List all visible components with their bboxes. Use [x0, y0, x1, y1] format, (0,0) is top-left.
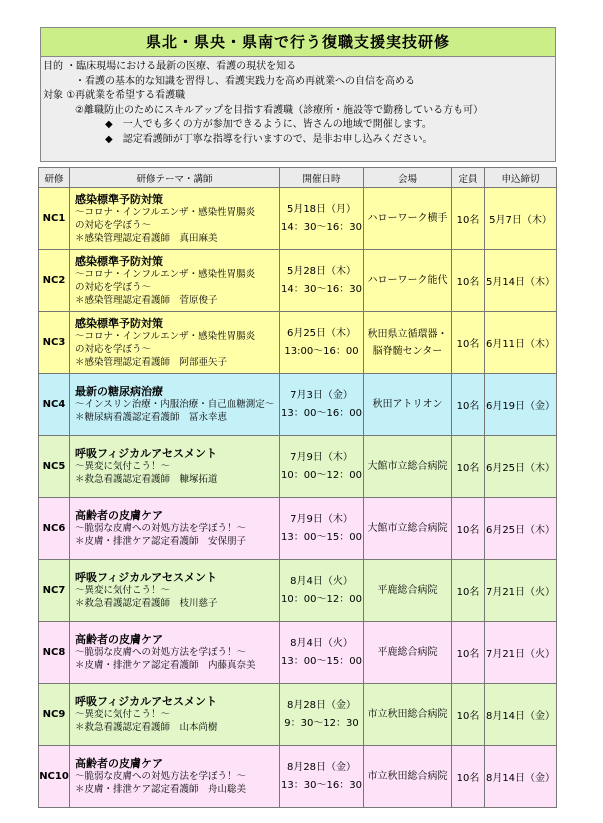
- course-subtitle: ～コロナ・インフルエンザ・感染性胃腸炎: [75, 330, 256, 342]
- course-lecturer: ＊皮膚・排泄ケア認定看護師 安保朋子: [75, 536, 247, 547]
- course-capacity: 10名: [452, 188, 485, 250]
- purpose-label: 目的: [43, 61, 63, 72]
- course-theme-cell: [70, 188, 280, 250]
- course-venue-cell: [364, 560, 452, 622]
- course-date: 8月4日（火）: [290, 575, 353, 587]
- table-row: [39, 374, 557, 436]
- course-code: NC1: [39, 188, 70, 250]
- course-subtitle: ～脆弱な皮膚への対処方法を学ぼう！～: [75, 771, 247, 782]
- course-date-cell: [280, 746, 364, 808]
- course-time: 13：30～16：30: [281, 779, 362, 791]
- course-theme-cell: [70, 684, 280, 746]
- venue-line-2: 脳脊髄センター: [372, 345, 443, 357]
- course-subtitle: ～異変に気付こう！～: [75, 709, 171, 720]
- course-theme-cell: [70, 436, 280, 498]
- table-row: [39, 622, 557, 684]
- course-name: 高齢者の皮膚ケア: [75, 633, 163, 646]
- table-header-row: [39, 168, 557, 188]
- course-lecturer: ＊皮膚・排泄ケア認定看護師 内藤真奈美: [75, 660, 256, 671]
- course-code: NC2: [39, 250, 70, 312]
- course-theme-cell: [70, 374, 280, 436]
- course-code: NC6: [39, 498, 70, 560]
- purpose-text-2: ・看護の基本的な知識を習得し、看護実践力を高め再就業への自信を高める: [75, 75, 415, 87]
- course-date: 5月28日（木）: [286, 265, 357, 277]
- course-time: 13：00～15：00: [281, 531, 362, 543]
- course-capacity: 10名: [452, 560, 485, 622]
- course-date: 7月9日（木）: [290, 451, 353, 463]
- target-text-1: ①再就業を希望する看護職: [66, 90, 186, 102]
- course-date-cell: [280, 436, 364, 498]
- course-deadline: 5月14日（木）: [485, 250, 557, 312]
- course-date-cell: [280, 684, 364, 746]
- course-code: NC8: [39, 622, 70, 684]
- purpose-text-1: ・臨床現場における最新の医療、看護の現状を知る: [66, 61, 297, 72]
- table-row: [39, 560, 557, 622]
- course-time: 10：00～12：00: [281, 469, 362, 481]
- course-date: 8月28日（金）: [286, 761, 357, 773]
- course-deadline: 6月11日（木）: [485, 312, 557, 374]
- course-theme-cell: [70, 746, 280, 808]
- venue-line-1: 市立秋田総合病院: [367, 771, 448, 782]
- course-deadline: 8月14日（金）: [485, 746, 557, 808]
- course-code: NC7: [39, 560, 70, 622]
- header-venue: 会場: [364, 168, 452, 188]
- course-deadline: 7月21日（火）: [485, 560, 557, 622]
- intro-section: [41, 57, 555, 148]
- course-date: 8月28日（金）: [286, 699, 357, 711]
- course-lecturer: ＊救急看護認定看護師 枝川慈子: [75, 598, 218, 609]
- course-name: 呼吸フィジカルアセスメント: [75, 695, 218, 708]
- venue-line-1: ハローワーク横手: [367, 213, 448, 224]
- target-label: 対象: [43, 90, 63, 102]
- course-deadline: 6月25日（木）: [485, 436, 557, 498]
- course-deadline: 5月7日（木）: [485, 188, 557, 250]
- table-row: [39, 436, 557, 498]
- venue-line-1: 秋田アトリオン: [372, 399, 443, 410]
- header-code: 研修: [39, 168, 70, 188]
- table-row: [39, 498, 557, 560]
- venue-line-1: 市立秋田総合病院: [367, 709, 448, 720]
- course-subtitle: ～コロナ・インフルエンザ・感染性胃腸炎: [75, 206, 256, 218]
- course-date-cell: [280, 560, 364, 622]
- course-name: 感染標準予防対策: [75, 192, 163, 206]
- note-2: ◆ 認定看護師が丁寧な指導を行いますので、是非お申し込みください。: [105, 133, 433, 145]
- course-subtitle: ～異変に気付こう！～: [75, 585, 171, 596]
- course-subtitle: ～脆弱な皮膚への対処方法を学ぼう！～: [75, 647, 247, 658]
- course-time: 14：30～16：30: [281, 221, 362, 233]
- course-date-cell: [280, 622, 364, 684]
- table-row: [39, 684, 557, 746]
- course-date-cell: [280, 498, 364, 560]
- course-theme-cell: [70, 312, 280, 374]
- course-capacity: 10名: [452, 622, 485, 684]
- course-name: 高齢者の皮膚ケア: [75, 509, 163, 522]
- course-lecturer: ＊感染管理認定看護師 真田麻美: [75, 232, 218, 244]
- venue-line-1: ハローワーク能代: [367, 275, 448, 286]
- course-name: 高齢者の皮膚ケア: [75, 757, 163, 770]
- note-1: ◆ 一人でも多くの方が参加できるように、皆さんの地域で開催します。: [105, 119, 432, 131]
- course-lecturer: ＊糖尿病看護認定看護師 冨永幸恵: [75, 412, 228, 423]
- course-date: 6月25日（木）: [286, 327, 357, 339]
- course-code: NC4: [39, 374, 70, 436]
- header-date: 開催日時: [280, 168, 364, 188]
- course-subtitle: ～コロナ・インフルエンザ・感染性胃腸炎: [75, 268, 256, 280]
- course-capacity: 10名: [452, 498, 485, 560]
- venue-line-1: 大館市立総合病院: [367, 461, 448, 472]
- table-row: [39, 188, 557, 250]
- course-time: 9：30～12：30: [284, 717, 359, 729]
- course-venue-cell: [364, 250, 452, 312]
- course-theme-cell: [70, 622, 280, 684]
- course-subtitle: ～異変に気付こう！～: [75, 461, 171, 472]
- course-deadline: 6月25日（木）: [485, 498, 557, 560]
- header-theme: 研修テーマ・講師: [70, 168, 280, 188]
- course-theme-cell: [70, 498, 280, 560]
- course-date-cell: [280, 374, 364, 436]
- course-capacity: 10名: [452, 312, 485, 374]
- course-lecturer: ＊感染管理認定看護師 菅原俊子: [75, 294, 218, 306]
- course-venue-cell: [364, 622, 452, 684]
- course-venue-cell: [364, 312, 452, 374]
- venue-line-1: 秋田県立循環器・: [367, 328, 448, 340]
- course-capacity: 10名: [452, 374, 485, 436]
- course-capacity: 10名: [452, 436, 485, 498]
- course-code: NC9: [39, 684, 70, 746]
- course-name: 最新の糖尿病治療: [75, 385, 163, 398]
- header-deadline: 申込締切: [485, 168, 557, 188]
- course-theme-cell: [70, 560, 280, 622]
- course-date: 7月3日（金）: [290, 389, 353, 401]
- purpose-line-1: [43, 60, 555, 75]
- course-subtitle-2: の対応を学ぼう～: [75, 343, 152, 355]
- course-date: 8月4日（火）: [290, 637, 353, 649]
- course-date: 5月18日（月）: [286, 203, 357, 215]
- course-time: 14：30～16：30: [281, 283, 362, 295]
- course-capacity: 10名: [452, 250, 485, 312]
- course-code: NC5: [39, 436, 70, 498]
- training-schedule-table: [38, 167, 557, 808]
- course-subtitle-2: の対応を学ぼう～: [75, 219, 152, 231]
- target-text-2: ②離職防止のためにスキルアップを目指す看護職（診療所・施設等で勤務している方も可）: [75, 104, 484, 116]
- course-venue-cell: [364, 746, 452, 808]
- course-subtitle: ～脆弱な皮膚への対処方法を学ぼう！～: [75, 523, 247, 534]
- course-code: NC3: [39, 312, 70, 374]
- course-deadline: 8月14日（金）: [485, 684, 557, 746]
- course-time: 13：00～15：00: [281, 655, 362, 667]
- course-date-cell: [280, 312, 364, 374]
- table-row: [39, 312, 557, 374]
- course-date: 7月9日（木）: [290, 513, 353, 525]
- course-venue-cell: [364, 188, 452, 250]
- venue-line-1: 平鹿総合病院: [377, 647, 438, 658]
- course-subtitle: ～インスリン治療・内服治療・自己血糖測定～: [75, 399, 275, 410]
- course-venue-cell: [364, 374, 452, 436]
- page-title: 県北・県央・県南で行う復職支援実技研修: [41, 28, 555, 57]
- info-box: [40, 27, 556, 162]
- course-name: 感染標準予防対策: [75, 254, 163, 268]
- course-name: 感染標準予防対策: [75, 316, 163, 330]
- course-deadline: 7月21日（火）: [485, 622, 557, 684]
- course-lecturer: ＊救急看護認定看護師 山本尚樹: [75, 722, 218, 733]
- venue-line-1: 平鹿総合病院: [377, 585, 438, 596]
- course-time: 13：00～16：00: [281, 407, 362, 419]
- course-time: 10：00～12：00: [281, 593, 362, 605]
- course-name: 呼吸フィジカルアセスメント: [75, 571, 218, 584]
- course-subtitle-2: の対応を学ぼう～: [75, 281, 152, 293]
- course-date-cell: [280, 250, 364, 312]
- course-venue-cell: [364, 498, 452, 560]
- course-capacity: 10名: [452, 746, 485, 808]
- venue-line-1: 大館市立総合病院: [367, 523, 448, 534]
- course-code: NC10: [39, 746, 70, 808]
- course-deadline: 6月19日（金）: [485, 374, 557, 436]
- course-capacity: 10名: [452, 684, 485, 746]
- course-lecturer: ＊感染管理認定看護師 阿部亜矢子: [75, 356, 228, 368]
- table-row: [39, 250, 557, 312]
- course-venue-cell: [364, 684, 452, 746]
- course-date-cell: [280, 188, 364, 250]
- course-time: 13:00～16：00: [284, 345, 359, 357]
- target-line-1: [43, 89, 555, 104]
- course-name: 呼吸フィジカルアセスメント: [75, 447, 218, 460]
- course-lecturer: ＊救急看護認定看護師 糠塚拓道: [75, 474, 218, 485]
- course-theme-cell: [70, 250, 280, 312]
- table-row: [39, 746, 557, 808]
- course-venue-cell: [364, 436, 452, 498]
- header-capacity: 定員: [452, 168, 485, 188]
- course-lecturer: ＊皮膚・排泄ケア認定看護師 舟山聡美: [75, 784, 247, 795]
